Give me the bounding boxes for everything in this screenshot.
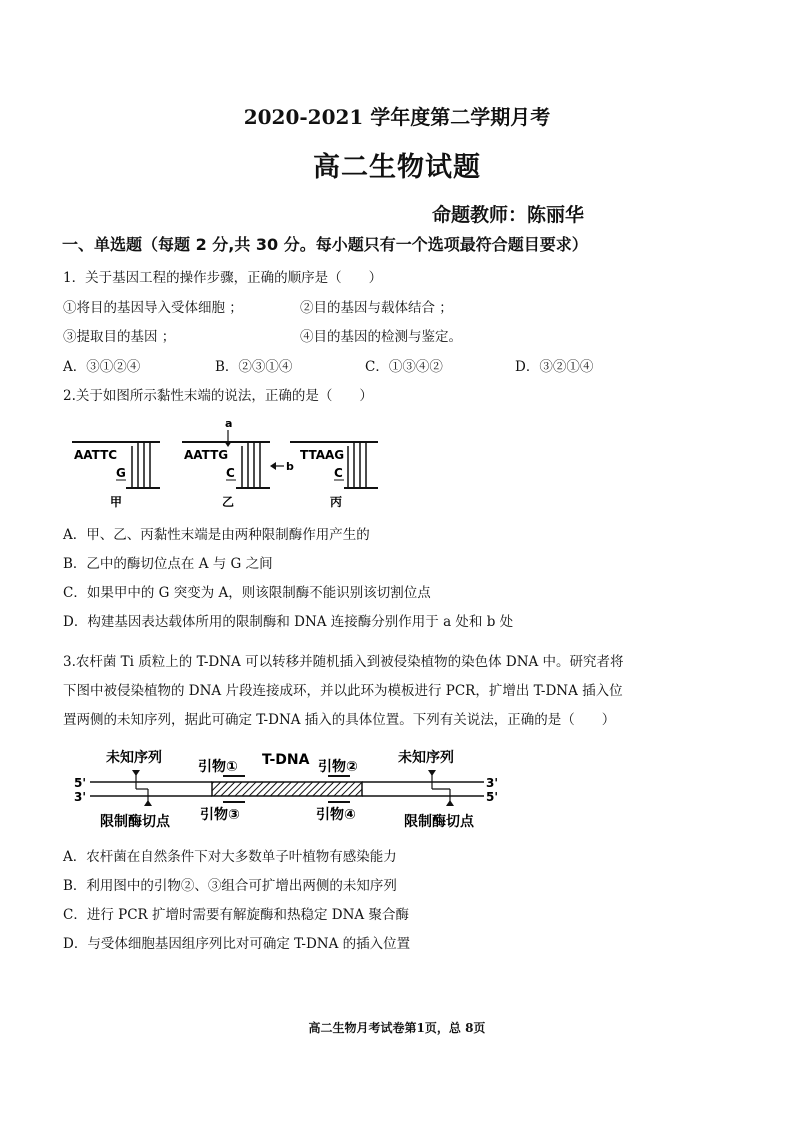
- q1-option-d: D．③②①④: [515, 359, 594, 375]
- q1-option-a: A．③①②④: [63, 359, 141, 375]
- q3-option-a: A．农杆菌在自然条件下对大多数单子叶植物有感染能力: [63, 849, 397, 865]
- q1-step-2: ②目的基因与载体结合 ；: [300, 300, 453, 316]
- sticky-end-bing: [290, 442, 378, 509]
- q3-stem-line-1: 3.农杆菌 Ti 质粒上的 T-DNA 可以转移并随机插入到被侵染植物的染色体 DNA 中。研究者将: [63, 654, 624, 670]
- page-footer: 高二生物月考试卷第1页，总 8页: [308, 1021, 486, 1035]
- q2-stem: 2.关于如图所示黏性末端的说法，正确的是（ ）: [63, 388, 373, 404]
- q1-option-b: B．②③①④: [215, 359, 293, 375]
- yi-bottom-seq: C: [226, 466, 235, 480]
- jia-bottom-seq: G: [116, 466, 126, 480]
- primer-3-label: 引物③: [200, 807, 240, 823]
- yi-label: 乙: [222, 495, 235, 509]
- sticky-ends-figure: [60, 414, 390, 512]
- cut-site-right-label: 限制酶切点: [404, 814, 474, 830]
- q2-option-d: D．构建基因表达载体所用的限制酶和 DNA 连接酶分别作用于 a 处和 b 处: [63, 614, 514, 630]
- primer-4-label: 引物④: [316, 807, 356, 823]
- exam-term-title: 2020-2021 学年度第二学期月考: [243, 105, 551, 129]
- q2-option-b: B．乙中的酶切位点在 A 与 G 之间: [63, 556, 273, 572]
- jia-label: 甲: [110, 495, 123, 509]
- end-3-right: 3': [486, 776, 499, 790]
- primer-1-label: 引物①: [198, 759, 238, 775]
- end-3-left: 3': [74, 790, 87, 804]
- end-5-right: 5': [486, 790, 499, 804]
- q3-stem-line-2: 下图中被侵染植物的 DNA 片段连接成环，并以此环为模板进行 PCR，扩增出 T-DNA 插入位: [63, 683, 623, 699]
- q1-step-4: ④目的基因的检测与鉴定。: [300, 329, 462, 345]
- unknown-seq-right-label: 未知序列: [398, 750, 454, 766]
- sticky-end-yi: [182, 417, 294, 509]
- bing-bottom-seq: C: [334, 466, 343, 480]
- tdna-label: T-DNA: [262, 752, 310, 768]
- exam-subject-title: 高二生物试题: [313, 152, 481, 183]
- arrow-a-label: a: [225, 417, 233, 430]
- bing-label: 丙: [330, 495, 343, 509]
- q3-option-c: C．进行 PCR 扩增时需要有解旋酶和热稳定 DNA 聚合酶: [63, 907, 409, 923]
- q3-option-b: B．利用图中的引物②、③组合可扩增出两侧的未知序列: [63, 878, 397, 894]
- end-5-left: 5': [74, 776, 87, 790]
- sticky-end-jia: [72, 442, 160, 509]
- tdna-segment: [212, 782, 362, 796]
- primer-2-label: 引物②: [318, 759, 358, 775]
- unknown-seq-left-label: 未知序列: [106, 750, 162, 766]
- yi-top-seq: AATTG: [184, 448, 229, 462]
- q2-option-c: C．如果甲中的 G 突变为 A，则该限制酶不能识别该切割位点: [63, 585, 431, 601]
- section-heading: 一、单选题（每题 2 分,共 30 分。每小题只有一个选项最符合题目要求）: [62, 235, 588, 254]
- jia-top-seq: AATTC: [74, 448, 118, 462]
- q3-option-d: D．与受体细胞基因组序列比对可确定 T-DNA 的插入位置: [63, 936, 411, 952]
- cut-site-left-label: 限制酶切点: [100, 814, 170, 830]
- q1-option-c: C．①③④②: [365, 359, 443, 375]
- bing-top-seq: TTAAG: [300, 448, 345, 462]
- q1-step-3: ③提取目的基因 ；: [63, 329, 176, 345]
- arrow-b-label: b: [286, 460, 294, 473]
- tdna-pcr-figure: [60, 744, 510, 836]
- author-line: 命题教师：陈丽华: [432, 204, 585, 226]
- q3-stem-line-3: 置两侧的未知序列，据此可确定 T-DNA 插入的具体位置。下列有关说法，正确的是（ ）: [63, 712, 616, 728]
- q1-step-1: ①将目的基因导入受体细胞 ；: [63, 300, 243, 316]
- q2-option-a: A．甲、乙、丙黏性末端是由两种限制酶作用产生的: [63, 527, 370, 543]
- q1-stem: 1．关于基因工程的操作步骤，正确的顺序是（ ）: [63, 270, 383, 286]
